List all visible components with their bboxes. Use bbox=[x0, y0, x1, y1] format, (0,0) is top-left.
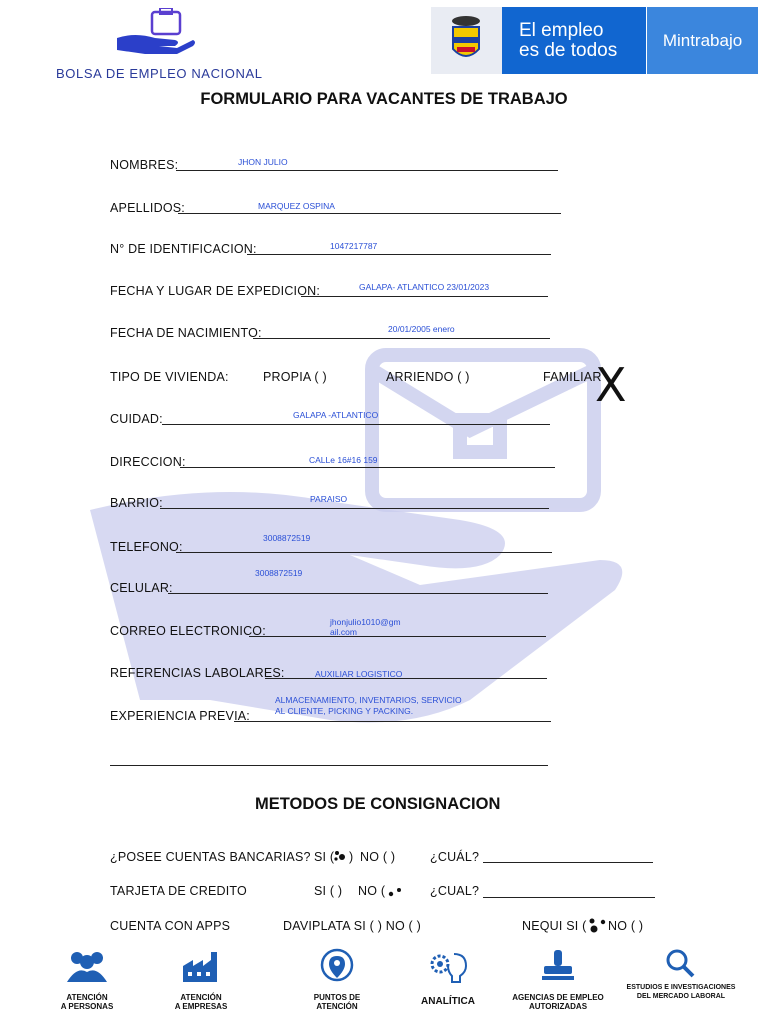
line-correo[interactable] bbox=[249, 636, 546, 637]
line-identificacion[interactable] bbox=[247, 254, 551, 255]
line-tarjeta-cual[interactable] bbox=[483, 897, 655, 898]
label-identificacion: N° DE IDENTIFICACION: bbox=[110, 242, 257, 256]
location-pin-icon bbox=[315, 948, 359, 984]
footer-agencias-empleo[interactable]: AGENCIAS DE EMPLEO AUTORIZADAS bbox=[503, 948, 613, 1011]
line-expedicion[interactable] bbox=[301, 296, 548, 297]
factory-icon bbox=[179, 948, 223, 984]
value-correo-line2: ail.com bbox=[330, 627, 357, 637]
footer-atencion-personas[interactable]: ATENCIÓN A PERSONAS bbox=[32, 948, 142, 1011]
value-nacimiento: 20/01/2005 enero bbox=[388, 324, 455, 334]
line-telefono[interactable] bbox=[176, 552, 552, 553]
label-apellidos: APELLIDOS: bbox=[110, 201, 185, 215]
label-ciudad: CUIDAD: bbox=[110, 412, 163, 426]
line-celular[interactable] bbox=[168, 593, 548, 594]
value-direccion: CALLe 16#16 159 bbox=[309, 455, 378, 465]
label-nacimiento: FECHA DE NACIMIENTO: bbox=[110, 326, 262, 340]
value-correo-line1: jhonjulio1010@gm bbox=[330, 617, 401, 627]
value-experiencia-line2: AL CLIENTE, PICKING Y PACKING. bbox=[275, 706, 414, 716]
line-nacimiento[interactable] bbox=[253, 338, 550, 339]
label-cuentas-cual: ¿CUÁL? bbox=[430, 850, 480, 864]
option-tarjeta-si[interactable]: SI ( ) bbox=[314, 884, 343, 898]
label-vivienda: TIPO DE VIVIENDA: bbox=[110, 370, 229, 384]
footer-analitica[interactable]: ANALÍTICA bbox=[393, 948, 503, 1006]
label-barrio: BARRIO: bbox=[110, 496, 163, 510]
option-tarjeta-no[interactable]: NO ( bbox=[358, 884, 386, 898]
footer-puntos-atencion[interactable]: PUNTOS DE ATENCIÓN bbox=[282, 948, 392, 1011]
option-nequi-si[interactable]: NEQUI SI ( bbox=[522, 919, 587, 933]
value-celular: 3008872519 bbox=[255, 568, 303, 578]
label-tarjeta-cual: ¿CUAL? bbox=[430, 884, 480, 898]
line-experiencia[interactable] bbox=[234, 721, 551, 722]
option-cuentas-si-close: ) bbox=[349, 850, 354, 864]
line-referencias[interactable] bbox=[265, 678, 547, 679]
footer-atencion-empresas[interactable]: ATENCIÓN A EMPRESAS bbox=[146, 948, 256, 1011]
gov-brand: Mintrabajo bbox=[647, 7, 758, 74]
value-identificacion: 1047217787 bbox=[330, 241, 378, 251]
value-experiencia-line1: ALMACENAMIENTO, INVENTARIOS, SERVICIO bbox=[275, 695, 462, 705]
government-banner bbox=[431, 7, 758, 74]
option-propia[interactable]: PROPIA ( ) bbox=[263, 370, 327, 384]
label-referencias: REFERENCIAS LABOLARES: bbox=[110, 666, 285, 680]
label-apps: CUENTA CON APPS bbox=[110, 919, 231, 933]
bolsa-empleo-logo-icon bbox=[115, 8, 195, 58]
option-cuentas-si[interactable]: SI ( bbox=[314, 850, 335, 864]
line-apellidos[interactable] bbox=[178, 213, 561, 214]
section-title-consignacion: METODOS DE CONSIGNACION bbox=[255, 795, 501, 813]
footer-estudios[interactable]: ESTUDIOS E INVESTIGACIONES DEL MERCADO LABORAL bbox=[626, 948, 736, 1001]
coat-of-arms-icon bbox=[431, 7, 502, 74]
line-nombres[interactable] bbox=[176, 170, 558, 171]
gears-bulb-icon bbox=[424, 948, 472, 988]
line-experiencia-extra[interactable] bbox=[110, 765, 548, 766]
option-cuentas-no[interactable]: NO ( ) bbox=[360, 850, 396, 864]
handwritten-dots-mark bbox=[386, 886, 404, 900]
value-telefono: 3008872519 bbox=[263, 533, 311, 543]
value-ciudad: GALAPA -ATLANTICO bbox=[293, 410, 379, 420]
label-experiencia: EXPERIENCIA PREVIA: bbox=[110, 709, 250, 723]
option-daviplata[interactable]: DAVIPLATA SI ( ) NO ( ) bbox=[283, 919, 421, 933]
value-nombres: JHON JULIO bbox=[238, 157, 288, 167]
line-direccion[interactable] bbox=[180, 467, 555, 468]
line-ciudad[interactable] bbox=[162, 424, 550, 425]
value-expedicion: GALAPA- ATLANTICO 23/01/2023 bbox=[359, 282, 490, 292]
logo-text: BOLSA DE EMPLEO NACIONAL bbox=[56, 66, 263, 81]
option-familiar[interactable]: FAMILIAR bbox=[543, 370, 602, 384]
label-celular: CELULAR: bbox=[110, 581, 173, 595]
label-direccion: DIRECCION: bbox=[110, 455, 186, 469]
label-correo: CORREO ELECTRONICO: bbox=[110, 624, 266, 638]
line-cuentas-cual[interactable] bbox=[483, 862, 653, 863]
option-nequi-no[interactable]: NO ( ) bbox=[608, 919, 644, 933]
people-icon bbox=[65, 948, 109, 984]
value-barrio: PARAISO bbox=[310, 494, 348, 504]
stamp-icon bbox=[536, 948, 580, 984]
label-cuentas-bancarias: ¿POSEE CUENTAS BANCARIAS? bbox=[110, 850, 311, 864]
value-referencias: AUXILIAR LOGISTICO bbox=[315, 669, 403, 679]
value-apellidos: MARQUEZ OSPINA bbox=[258, 201, 335, 211]
label-telefono: TELEFONO: bbox=[110, 540, 183, 554]
handwritten-dots-mark bbox=[586, 916, 608, 936]
magnifier-icon bbox=[659, 948, 703, 978]
form-title: FORMULARIO PARA VACANTES DE TRABAJO bbox=[200, 90, 568, 108]
option-arriendo[interactable]: ARRIENDO ( ) bbox=[386, 370, 470, 384]
label-expedicion: FECHA Y LUGAR DE EXPEDICION: bbox=[110, 284, 321, 298]
handwritten-dots-mark bbox=[332, 849, 350, 863]
handwritten-x-mark: X bbox=[595, 358, 627, 412]
label-nombres: NOMBRES: bbox=[110, 158, 179, 172]
gov-slogan: El empleo es de todos bbox=[502, 7, 646, 74]
line-barrio[interactable] bbox=[160, 508, 549, 509]
label-tarjeta-credito: TARJETA DE CREDITO bbox=[110, 884, 247, 898]
